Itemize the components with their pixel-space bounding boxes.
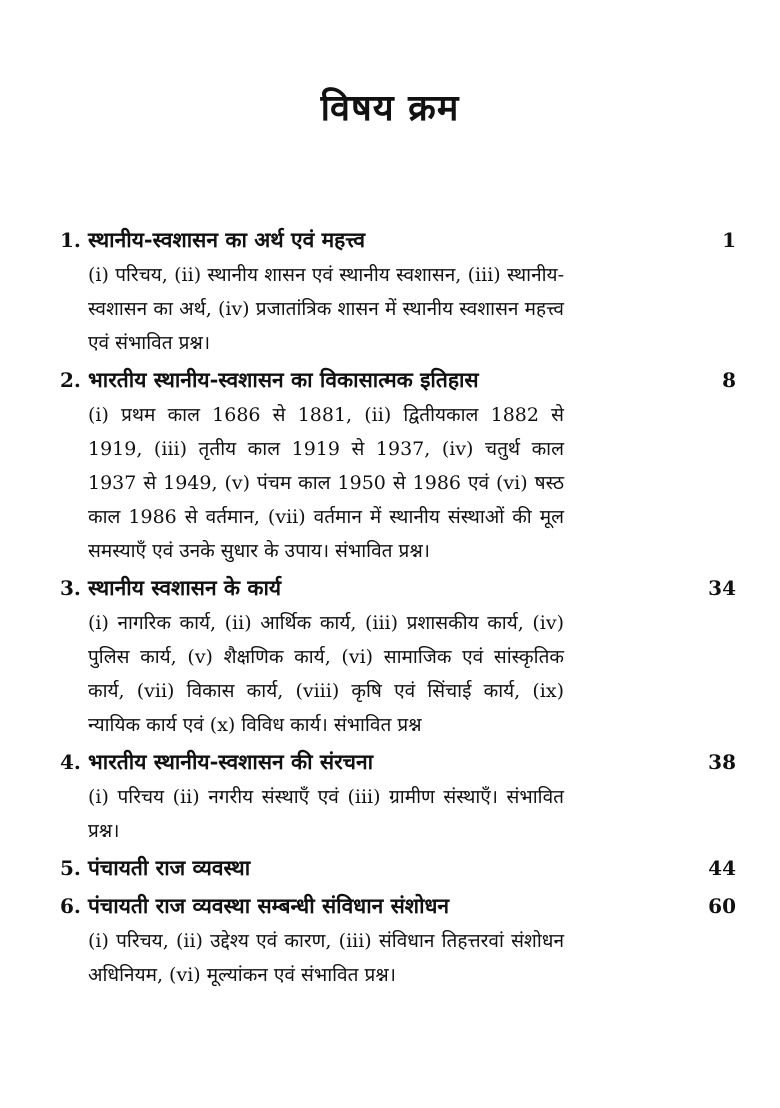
table-of-contents xyxy=(60,222,736,994)
toc-entry-description: (i) परिचय, (ii) स्थानीय शासन एवं स्थानीय स्वशासन, (iii) स्थानीय-स्वशासन का अर्थ, (iv) प्रजातांत्रिक शासन में स्थानीय स्वशासन महत्त्व एवं संभावित प्रश्न। xyxy=(88,264,564,354)
page-title: विषय क्रम xyxy=(320,87,460,129)
toc-entry-number: 5. xyxy=(60,856,81,880)
toc-entry-page: 38 xyxy=(708,750,736,774)
toc-entry-title: स्थानीय स्वशासन के कार्य xyxy=(88,575,282,600)
toc-entry-page: 34 xyxy=(708,576,736,600)
toc-entry-header xyxy=(60,222,736,258)
toc-entry-header xyxy=(60,850,736,886)
toc-entry-title: भारतीय स्थानीय-स्वशासन की संरचना xyxy=(88,749,374,774)
toc-entry xyxy=(60,222,736,360)
toc-entry-description: (i) नागरिक कार्य, (ii) आर्थिक कार्य, (iii) प्रशासकीय कार्य, (iv) पुलिस कार्य, (v) शैक्षणिक कार्य, (vi) सामाजिक एवं सांस्कृतिक कार्य, (vii) विकास कार्य, (viii) कृषि एवं सिंचाई कार्य, (ix) न्यायिक कार्य एवं (x) विविध कार्य। संभावित प्रश्न xyxy=(88,612,564,736)
toc-entry-header xyxy=(60,570,736,606)
toc-entry-title: पंचायती राज व्यवस्था xyxy=(88,855,251,880)
toc-entry-number: 6. xyxy=(60,894,81,918)
toc-entry-description: (i) परिचय, (ii) उद्देश्य एवं कारण, (iii) संविधान तिहत्तरवां संशोधन अधिनियम, (vi) मूल्यांकन एवं संभावित प्रश्न। xyxy=(88,930,564,986)
toc-entry xyxy=(60,362,736,568)
toc-entry-page: 8 xyxy=(722,368,736,392)
toc-entry-title: पंचायती राज व्यवस्था सम्बन्धी संविधान संशोधन xyxy=(88,893,450,918)
toc-entry xyxy=(60,744,736,848)
toc-entry-page: 60 xyxy=(708,894,736,918)
toc-entry-title: स्थानीय-स्वशासन का अर्थ एवं महत्त्व xyxy=(88,227,366,252)
toc-entry-number: 4. xyxy=(60,750,81,774)
toc-entry-header xyxy=(60,362,736,398)
toc-entry xyxy=(60,850,736,886)
toc-entry-title: भारतीय स्थानीय-स्वशासन का विकासात्मक इतिहास xyxy=(88,367,479,392)
toc-entry-number: 3. xyxy=(60,576,81,600)
toc-entry-header xyxy=(60,744,736,780)
toc-entry-page: 1 xyxy=(722,228,736,252)
toc-entry-number: 1. xyxy=(60,228,81,252)
toc-entry-description: (i) परिचय (ii) नगरीय संस्थाएँ एवं (iii) ग्रामीण संस्थाएँ। संभावित प्रश्न। xyxy=(88,786,564,842)
toc-entry-header xyxy=(60,888,736,924)
toc-entry-description: (i) प्रथम काल 1686 से 1881, (ii) द्वितीयकाल 1882 से 1919, (iii) तृतीय काल 1919 से 1937, (iv) चतुर्थ काल 1937 से 1949, (v) पंचम काल 1950 से 1986 एवं (vi) षस्ठ काल 1986 से वर्तमान, (vii) वर्तमान में स्थानीय संस्थाओं की मूल समस्याएँ एवं उनके सुधार के उपाय। संभावित प्रश्न। xyxy=(88,404,564,562)
toc-entry xyxy=(60,888,736,992)
toc-entry-number: 2. xyxy=(60,368,81,392)
toc-entry xyxy=(60,570,736,742)
toc-entry-page: 44 xyxy=(708,856,736,880)
